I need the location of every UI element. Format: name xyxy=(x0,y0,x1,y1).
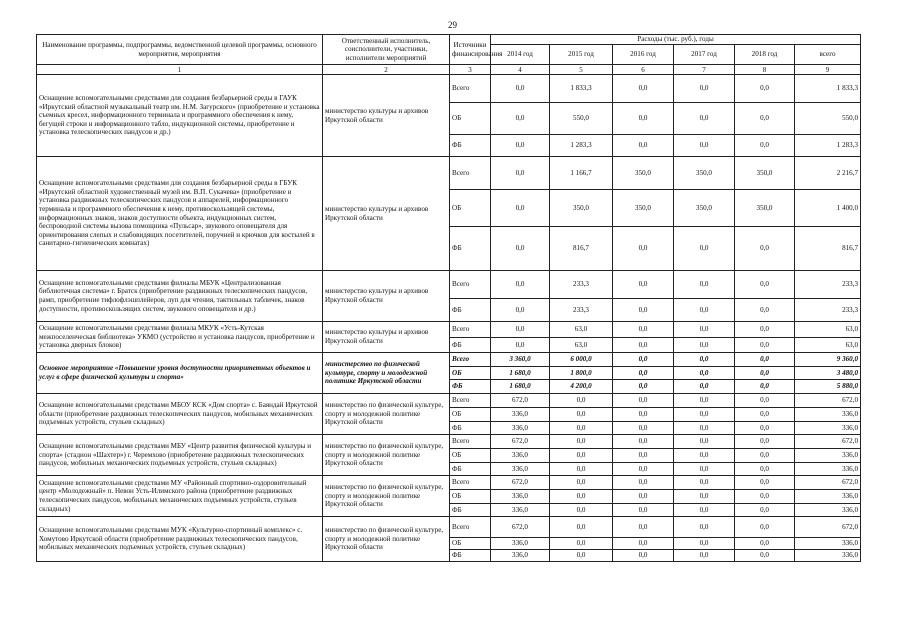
year-value: 0,0 xyxy=(550,463,613,476)
year-value: 0,0 xyxy=(735,538,795,550)
header-year-2014: 2014 год xyxy=(491,45,550,65)
table-row xyxy=(37,157,861,190)
col-number: 7 xyxy=(674,65,735,75)
year-value: 0,0 xyxy=(491,75,550,103)
year-value: 0,0 xyxy=(550,490,613,504)
year-value: 0,0 xyxy=(735,135,795,157)
year-value: 0,0 xyxy=(735,517,795,538)
year-value: 350,0 xyxy=(674,157,735,190)
year-value: 0,0 xyxy=(491,103,550,135)
year-value: 0,0 xyxy=(735,394,795,408)
year-value: 0,0 xyxy=(674,422,735,435)
table-row xyxy=(37,75,861,103)
row-description: Основное мероприятие «Повышение уровня доступности приоритетных объектов и услуг в сфере физической культуры и спорта» xyxy=(37,353,323,394)
row-responsible: министерство по физической культуре, спорту и молодежной политике Иркутской области xyxy=(323,476,450,517)
total-value: 1 400,0 xyxy=(795,190,861,227)
year-value: 336,0 xyxy=(491,490,550,504)
year-value: 0,0 xyxy=(735,449,795,463)
year-value: 233,3 xyxy=(550,271,613,299)
year-value: 0,0 xyxy=(613,103,674,135)
year-value: 0,0 xyxy=(613,449,674,463)
year-value: 336,0 xyxy=(491,538,550,550)
year-value: 0,0 xyxy=(735,271,795,299)
year-value: 0,0 xyxy=(674,103,735,135)
year-value: 0,0 xyxy=(674,476,735,490)
row-responsible: министерство по физической культуре, спорту и молодежной политике Иркутской области xyxy=(323,435,450,476)
total-value: 9 360,0 xyxy=(795,353,861,367)
funding-source: ФБ xyxy=(450,380,491,394)
total-value: 336,0 xyxy=(795,490,861,504)
funding-source: ОБ xyxy=(450,408,491,422)
table-row xyxy=(37,517,861,538)
year-value: 0,0 xyxy=(613,408,674,422)
total-value: 336,0 xyxy=(795,550,861,562)
col-number: 9 xyxy=(795,65,861,75)
col-number: 6 xyxy=(613,65,674,75)
year-value: 0,0 xyxy=(613,435,674,449)
funding-source: ФБ xyxy=(450,422,491,435)
year-value: 0,0 xyxy=(613,463,674,476)
year-value: 0,0 xyxy=(735,353,795,367)
year-value: 0,0 xyxy=(735,408,795,422)
year-value: 336,0 xyxy=(491,463,550,476)
year-value: 63,0 xyxy=(550,338,613,353)
total-value: 672,0 xyxy=(795,435,861,449)
year-value: 0,0 xyxy=(613,299,674,322)
total-value: 233,3 xyxy=(795,299,861,322)
year-value: 550,0 xyxy=(550,103,613,135)
funding-source: ФБ xyxy=(450,135,491,157)
year-value: 0,0 xyxy=(674,353,735,367)
year-value: 0,0 xyxy=(735,504,795,517)
year-value: 0,0 xyxy=(735,322,795,338)
year-value: 672,0 xyxy=(491,435,550,449)
year-value: 3 360,0 xyxy=(491,353,550,367)
total-value: 672,0 xyxy=(795,476,861,490)
year-value: 0,0 xyxy=(491,157,550,190)
total-value: 336,0 xyxy=(795,463,861,476)
year-value: 0,0 xyxy=(550,394,613,408)
year-value: 350,0 xyxy=(613,190,674,227)
row-responsible: министерство по физической культуре, спорту и молодежной политике Иркутской области xyxy=(323,353,450,394)
year-value: 0,0 xyxy=(674,435,735,449)
year-value: 0,0 xyxy=(613,538,674,550)
year-value: 350,0 xyxy=(550,190,613,227)
year-value: 0,0 xyxy=(613,135,674,157)
year-value: 0,0 xyxy=(674,367,735,380)
year-value: 336,0 xyxy=(491,408,550,422)
row-responsible: министерство культуры и архивов Иркутской области xyxy=(323,75,450,157)
col-number: 4 xyxy=(491,65,550,75)
year-value: 0,0 xyxy=(674,449,735,463)
year-value: 0,0 xyxy=(613,380,674,394)
funding-source: Всего xyxy=(450,394,491,408)
total-value: 1 283,3 xyxy=(795,135,861,157)
total-value: 336,0 xyxy=(795,538,861,550)
year-value: 0,0 xyxy=(613,422,674,435)
funding-source: ОБ xyxy=(450,103,491,135)
year-value: 0,0 xyxy=(735,435,795,449)
total-value: 336,0 xyxy=(795,449,861,463)
row-description: Оснащение вспомогательными средствами филиала МКУК «Усть-Кутская межпоселенческая библиотека» УКМО (устройство и установка пандусов, приобретение и установка дверных блоков) xyxy=(37,322,323,353)
col-number: 8 xyxy=(735,65,795,75)
funding-source: ОБ xyxy=(450,490,491,504)
year-value: 350,0 xyxy=(674,190,735,227)
header-responsible: Ответственный исполнитель, соисполнители, участники, исполнители мероприятий xyxy=(323,35,450,65)
row-responsible: министерство по физической культуре, спорту и молодежной политике Иркутской области xyxy=(323,394,450,435)
year-value: 672,0 xyxy=(491,476,550,490)
funding-source: Всего xyxy=(450,75,491,103)
year-value: 0,0 xyxy=(674,299,735,322)
year-value: 0,0 xyxy=(735,367,795,380)
col-number: 3 xyxy=(450,65,491,75)
year-value: 672,0 xyxy=(491,394,550,408)
total-value: 672,0 xyxy=(795,394,861,408)
year-value: 1 800,0 xyxy=(550,367,613,380)
table-row xyxy=(37,435,861,449)
funding-source: ФБ xyxy=(450,463,491,476)
table-row xyxy=(37,476,861,490)
year-value: 0,0 xyxy=(613,271,674,299)
year-value: 0,0 xyxy=(674,322,735,338)
header-year-2016: 2016 год xyxy=(613,45,674,65)
year-value: 0,0 xyxy=(674,538,735,550)
total-value: 2 216,7 xyxy=(795,157,861,190)
total-value: 336,0 xyxy=(795,422,861,435)
year-value: 0,0 xyxy=(491,227,550,271)
page-number: 29 xyxy=(448,20,457,30)
year-value: 0,0 xyxy=(550,538,613,550)
year-value: 0,0 xyxy=(674,227,735,271)
funding-source: Всего xyxy=(450,157,491,190)
year-value: 0,0 xyxy=(613,367,674,380)
year-value: 1 680,0 xyxy=(491,380,550,394)
year-value: 0,0 xyxy=(735,490,795,504)
row-description: Оснащение вспомогательными средствами МБУ «Центр развития физической культуры и спорта» (стадион «Шахтер») г. Черемхово (приобретение раздвижных телескопических пандусов, мобильных механических подъемных устройств, стульев складных) xyxy=(37,435,323,476)
year-value: 0,0 xyxy=(735,299,795,322)
header-expenses: Расходы (тыс. руб.), годы xyxy=(491,35,861,45)
year-value: 0,0 xyxy=(491,271,550,299)
year-value: 0,0 xyxy=(674,135,735,157)
year-value: 0,0 xyxy=(613,75,674,103)
table-row xyxy=(37,271,861,299)
year-value: 350,0 xyxy=(735,157,795,190)
year-value: 336,0 xyxy=(491,422,550,435)
year-value: 350,0 xyxy=(613,157,674,190)
budget-table xyxy=(36,34,861,562)
year-value: 0,0 xyxy=(550,550,613,562)
header-name: Наименование программы, подпрограммы, ведомственной целевой программы, основного мероприятия, мероприятия xyxy=(37,35,323,65)
row-responsible: министерство культуры и архивов Иркутской области xyxy=(323,157,450,271)
year-value: 0,0 xyxy=(491,338,550,353)
year-value: 6 000,0 xyxy=(550,353,613,367)
row-description: Оснащение вспомогательными средствами МУ «Районный спортивно-оздоровительный центр «Молодежный» п. Невон Усть-Илимского района (приобретение раздвижных телескопических пандусов, мобильных механических подъемных устройств, стульев складных) xyxy=(37,476,323,517)
year-value: 816,7 xyxy=(550,227,613,271)
total-value: 63,0 xyxy=(795,322,861,338)
year-value: 0,0 xyxy=(735,75,795,103)
funding-source: Всего xyxy=(450,322,491,338)
funding-source: Всего xyxy=(450,271,491,299)
header-year-2018: 2018 год xyxy=(735,45,795,65)
total-value: 3 480,0 xyxy=(795,367,861,380)
row-responsible: министерство по физической культуре, спорту и молодежной политике Иркутской области xyxy=(323,517,450,562)
year-value: 0,0 xyxy=(550,476,613,490)
year-value: 336,0 xyxy=(491,504,550,517)
table-body xyxy=(37,75,861,562)
table-row xyxy=(37,353,861,367)
funding-source: ОБ xyxy=(450,190,491,227)
year-value: 0,0 xyxy=(613,338,674,353)
total-value: 233,3 xyxy=(795,271,861,299)
year-value: 0,0 xyxy=(613,550,674,562)
funding-source: ОБ xyxy=(450,538,491,550)
year-value: 0,0 xyxy=(613,322,674,338)
total-value: 63,0 xyxy=(795,338,861,353)
year-value: 0,0 xyxy=(491,190,550,227)
funding-source: Всего xyxy=(450,517,491,538)
funding-source: ФБ xyxy=(450,504,491,517)
year-value: 0,0 xyxy=(613,490,674,504)
row-description: Оснащение вспомогательными средствами МБОУ КСК «Дом спорта» с. Баяндай Иркутской области (приобретение раздвижных телескопических пандусов, мобильных механических подъемных устройств, стульев складных) xyxy=(37,394,323,435)
year-value: 336,0 xyxy=(491,550,550,562)
header-sources: Источники финансирования xyxy=(450,35,491,65)
row-description: Оснащение вспомогательными средствами для создания безбарьерной среды в ГБУК «Иркутский областной художественный музей им. В.П. Сукачева» (приобретение и установка раздвижных телескопических пандусов и аппарелей, информационного терминала и программного обеспечения к нему, противоскользящей системы, информационных знаков, знаков доступности объекта, индукционных систем, беспроводной системы вызова помощника «Пульсар», звукового оповещателя для ориентирования слепых и слабовидящих посетителей, поручней и крючков для костылей в санитарно-гигиенических комнатах) xyxy=(37,157,323,271)
year-value: 672,0 xyxy=(491,517,550,538)
col-number: 1 xyxy=(37,65,323,75)
year-value: 0,0 xyxy=(674,408,735,422)
year-value: 0,0 xyxy=(674,394,735,408)
year-value: 233,3 xyxy=(550,299,613,322)
col-number: 2 xyxy=(323,65,450,75)
year-value: 0,0 xyxy=(735,338,795,353)
funding-source: ФБ xyxy=(450,299,491,322)
year-value: 0,0 xyxy=(613,476,674,490)
year-value: 0,0 xyxy=(550,422,613,435)
row-responsible: министерство культуры и архивов Иркутской области xyxy=(323,271,450,322)
year-value: 0,0 xyxy=(674,338,735,353)
year-value: 4 200,0 xyxy=(550,380,613,394)
year-value: 0,0 xyxy=(674,463,735,476)
year-value: 0,0 xyxy=(491,322,550,338)
year-value: 336,0 xyxy=(491,449,550,463)
year-value: 0,0 xyxy=(735,550,795,562)
year-value: 0,0 xyxy=(613,517,674,538)
year-value: 1 283,3 xyxy=(550,135,613,157)
year-value: 0,0 xyxy=(674,517,735,538)
total-value: 336,0 xyxy=(795,504,861,517)
year-value: 0,0 xyxy=(674,504,735,517)
year-value: 0,0 xyxy=(613,504,674,517)
total-value: 816,7 xyxy=(795,227,861,271)
year-value: 0,0 xyxy=(735,422,795,435)
funding-source: ОБ xyxy=(450,367,491,380)
total-value: 336,0 xyxy=(795,408,861,422)
funding-source: ОБ xyxy=(450,449,491,463)
funding-source: ФБ xyxy=(450,227,491,271)
year-value: 0,0 xyxy=(613,394,674,408)
year-value: 0,0 xyxy=(735,380,795,394)
header-total: всего xyxy=(795,45,861,65)
year-value: 0,0 xyxy=(613,227,674,271)
year-value: 0,0 xyxy=(735,476,795,490)
year-value: 0,0 xyxy=(674,490,735,504)
year-value: 0,0 xyxy=(735,227,795,271)
row-description: Оснащение вспомогательными средствами МУК «Культурно-спортивный комплекс» с. Хомутово Иркутской области (приобретение раздвижных телескопических пандусов, мобильных механических подъемных устройств, стульев складных) xyxy=(37,517,323,562)
year-value: 0,0 xyxy=(550,408,613,422)
total-value: 5 880,0 xyxy=(795,380,861,394)
year-value: 0,0 xyxy=(674,271,735,299)
row-description: Оснащение вспомогательными средствами для создания безбарьерной среды в ГАУК «Иркутский областной музыкальный театр им. Н.М. Загурского» (приобретение и установка съемных кресел, информационного терминала и программного обеспечения к нему, бегущей строки и информационного табло, индукционной системы, приобретение и установка телескопических пандусов и др.) xyxy=(37,75,323,157)
year-value: 350,0 xyxy=(735,190,795,227)
year-value: 0,0 xyxy=(550,517,613,538)
year-value: 0,0 xyxy=(674,380,735,394)
funding-source: Всего xyxy=(450,353,491,367)
col-number: 5 xyxy=(550,65,613,75)
table-row xyxy=(37,322,861,338)
header-year-2015: 2015 год xyxy=(550,45,613,65)
year-value: 0,0 xyxy=(491,299,550,322)
row-responsible: министерство культуры и архивов Иркутской области xyxy=(323,322,450,353)
funding-source: ФБ xyxy=(450,338,491,353)
year-value: 0,0 xyxy=(613,353,674,367)
year-value: 0,0 xyxy=(674,550,735,562)
year-value: 1 680,0 xyxy=(491,367,550,380)
total-value: 1 833,3 xyxy=(795,75,861,103)
year-value: 1 166,7 xyxy=(550,157,613,190)
year-value: 0,0 xyxy=(550,435,613,449)
year-value: 0,0 xyxy=(735,103,795,135)
row-description: Оснащение вспомогательными средствами филиалы МБУК «Централизованная библиотечная система» г. Братск (приобретение раздвижных телескопических пандусов, рамп, приобретение тифлофлэшплейеров, луп для чтения, тактильных табличек, знаков доступности, противоскользящих систем, звукового оповещателя и др.) xyxy=(37,271,323,322)
funding-source: ФБ xyxy=(450,550,491,562)
total-value: 672,0 xyxy=(795,517,861,538)
table-row xyxy=(37,394,861,408)
year-value: 0,0 xyxy=(491,135,550,157)
year-value: 0,0 xyxy=(550,504,613,517)
year-value: 63,0 xyxy=(550,322,613,338)
year-value: 0,0 xyxy=(550,449,613,463)
year-value: 1 833,3 xyxy=(550,75,613,103)
total-value: 550,0 xyxy=(795,103,861,135)
year-value: 0,0 xyxy=(674,75,735,103)
funding-source: Всего xyxy=(450,435,491,449)
header-year-2017: 2017 год xyxy=(674,45,735,65)
year-value: 0,0 xyxy=(735,463,795,476)
funding-source: Всего xyxy=(450,476,491,490)
